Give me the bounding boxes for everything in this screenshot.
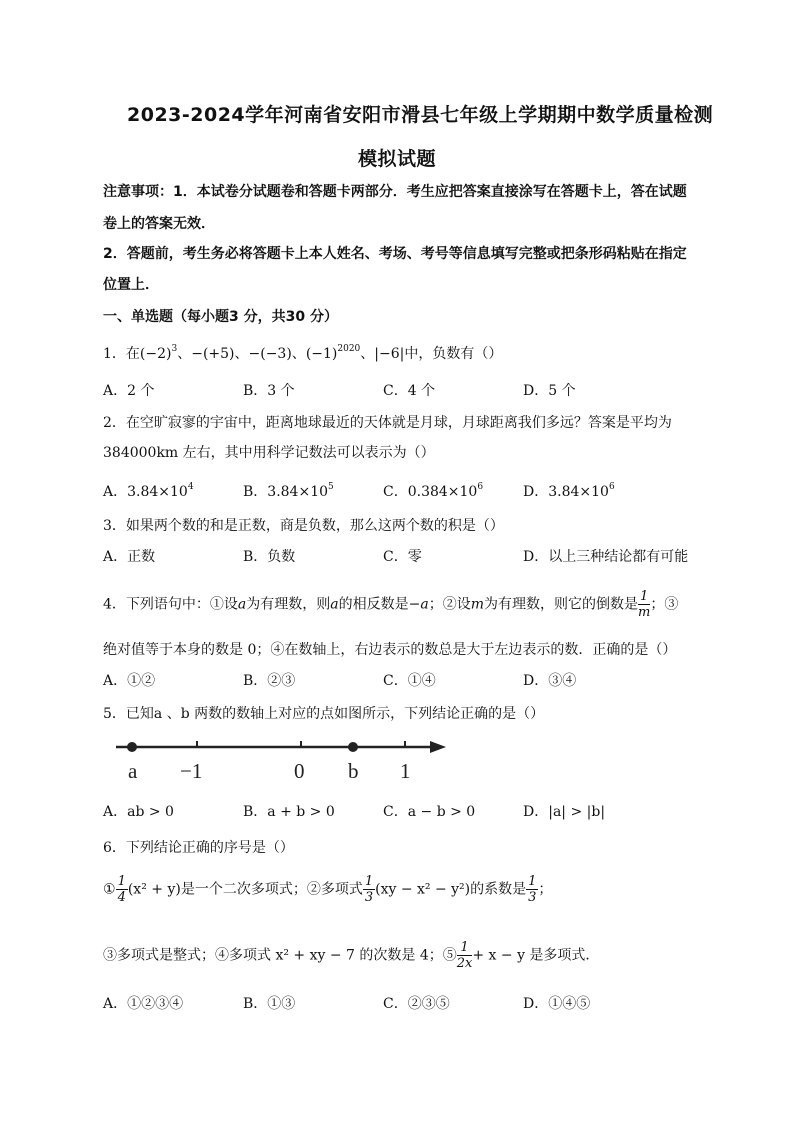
question-1-stem [103, 343, 502, 363]
q5-option-a[interactable]: A．ab > 0 [103, 804, 174, 820]
q6-frac-1-4-den: 4 [117, 890, 126, 905]
q5-option-d[interactable]: D．|a| > |b| [523, 804, 606, 820]
q6-option-a[interactable]: A．①②③④ [103, 996, 184, 1012]
question-6-statements-3-5 [103, 940, 599, 971]
q4-var-a-2: a [330, 596, 339, 613]
exam-title-line1: 2023-2024学年河南省安阳市滑县七年级上学期期中数学质量检测 [127, 104, 714, 126]
q4-text-2: 为有理数，则 [246, 596, 331, 613]
q6-frac-1-4-num: 1 [117, 874, 126, 889]
label-a: a [128, 759, 138, 783]
q4-fraction-1-over-m [638, 589, 650, 620]
q1-option-d[interactable]: D．5 个 [523, 383, 576, 399]
question-5-stem: 5．已知a 、b 两数的数轴上对应的点如图所示，下列结论正确的是（） [103, 706, 545, 722]
q1-option-b[interactable]: B．3 个 [243, 383, 295, 399]
notice-line3: 2．答题前，考生务必将答题卡上本人姓名、考场、考号等信息填写完整或把条形码粘贴在指定 [103, 246, 687, 262]
q6-frac-1-2x-den: 2x [456, 956, 473, 971]
q3-option-b[interactable]: B．负数 [243, 549, 296, 565]
label-zero: 0 [294, 759, 305, 783]
q2-option-d[interactable] [523, 481, 615, 501]
q2-option-a[interactable] [103, 481, 194, 501]
q1-prefix: 1．在 [103, 346, 140, 362]
q4-option-b[interactable]: B．②③ [243, 673, 296, 689]
number-line-arrow [430, 741, 446, 753]
q6-frac-1-4 [116, 874, 128, 905]
q4-text-4: ；②设 [428, 596, 471, 613]
question-6-stem: 6．下列结论正确的序号是（） [103, 840, 294, 856]
q6-frac-1-2x-num: 1 [457, 940, 473, 956]
question-4-line1 [103, 589, 678, 620]
q1-term-3: (−1) [305, 346, 338, 362]
q2-option-a-exp: 4 [187, 482, 194, 492]
q4-text-1: 4．下列语句中：①设 [103, 596, 238, 613]
q2-option-b-exp: 5 [328, 482, 334, 492]
q4-var-m: m [470, 596, 484, 613]
q1-term-4: 、|−6|中，负数有（） [360, 346, 503, 362]
notice-line2: 卷上的答案无效． [103, 216, 215, 232]
q6-frac-1-3-den: 3 [364, 890, 374, 905]
q6-option-b[interactable]: B．①③ [243, 996, 296, 1012]
q6-statement-2-text: (xy − x² − y²)的系数是 [375, 881, 527, 898]
question-2-line1: 2．在空旷寂寥的宇宙中，距离地球最近的天体就是月球，月球距离我们多远？答案是平均为 [103, 415, 672, 431]
q1-exp-1: 3 [171, 344, 178, 354]
notice-line1: 注意事项：1．本试卷分试题卷和答题卡两部分．考生应把答案直接涂写在答题卡上，答在试题 [103, 184, 687, 200]
q6-statements-3-4-text: ③多项式是整式；④多项式 x² + xy − 7 的次数是 4；⑤ [103, 947, 457, 964]
q4-text-3: 的相反数是 [338, 596, 409, 613]
q4-option-a[interactable]: A．①② [103, 673, 156, 689]
q6-statement-2-end: ； [538, 881, 553, 898]
q5-option-c[interactable]: C．a − b > 0 [383, 804, 476, 820]
q2-option-c-exp: 6 [477, 482, 484, 492]
q1-option-a[interactable]: A．2 个 [103, 383, 155, 399]
q5-option-b[interactable]: B．a + b > 0 [243, 804, 335, 820]
q2-option-d-exp: 6 [608, 482, 615, 492]
q6-frac-1-3 [363, 874, 375, 905]
q6-statement-5-text: + x − y 是多项式． [472, 947, 600, 964]
q1-term-1: (−2) [139, 346, 172, 362]
q4-var-a-1: a [237, 596, 247, 613]
q4-frac-den: m [638, 605, 651, 620]
q6-option-c[interactable]: C．②③⑤ [383, 996, 450, 1012]
exam-title-line2: 模拟试题 [358, 148, 437, 170]
q4-text-5: 为有理数，则它的倒数是 [484, 596, 638, 613]
q4-option-d[interactable]: D．③④ [523, 673, 577, 689]
q4-text-6: ；③ [650, 596, 679, 613]
q3-option-a[interactable]: A．正数 [103, 549, 156, 565]
point-a-dot [127, 742, 137, 752]
q6-frac-1-2x [457, 940, 473, 971]
q4-frac-num: 1 [638, 589, 650, 605]
q6-coeff-den: 3 [528, 890, 537, 905]
q6-option-d[interactable]: D．①④⑤ [523, 996, 591, 1012]
q4-option-c[interactable]: C．①④ [383, 673, 436, 689]
q4-neg-a: −a [408, 596, 429, 613]
question-4-line2: 绝对值等于本身的数是 0；④在数轴上，右边表示的数总是大于左边表示的数．正确的是（） [103, 642, 677, 658]
q3-option-d[interactable]: D．以上三种结论都有可能 [523, 549, 689, 565]
question-3-stem: 3．如果两个数的和是正数，商是负数，那么这两个数的积是（） [103, 518, 504, 534]
q6-statement-1-text: (x² + y)是一个二次多项式；②多项式 [127, 881, 363, 898]
question-6-statements-1-2 [103, 874, 552, 905]
section-heading-single-choice: 一、单选题（每小题3 分，共30 分） [103, 309, 338, 325]
question-2-line2: 384000km 左右，其中用科学记数法可以表示为（） [103, 445, 435, 461]
q2-option-c-label: C．0.384×10 [383, 484, 478, 500]
q2-option-d-label: D．3.84×10 [523, 484, 609, 500]
q2-option-a-label: A．3.84×10 [103, 484, 188, 500]
q6-coeff-num: 1 [528, 874, 537, 889]
q3-option-c[interactable]: C．零 [383, 549, 422, 565]
number-line-figure [108, 732, 453, 788]
q2-option-b[interactable] [243, 481, 334, 501]
q2-option-c[interactable] [383, 481, 483, 501]
q1-exp-2: 2020 [337, 344, 361, 354]
q6-circle-1: ① [103, 881, 116, 898]
q1-option-c[interactable]: C．4 个 [383, 383, 436, 399]
label-minus-one: −1 [180, 759, 203, 783]
q6-coeff-frac [526, 874, 538, 905]
label-one: 1 [400, 759, 411, 783]
notice-line4: 位置上． [103, 277, 159, 293]
q1-term-2: 、−(+5)、−(−3)、 [177, 346, 306, 362]
label-b: b [348, 759, 359, 783]
point-b-dot [348, 742, 358, 752]
q6-frac-1-3-num: 1 [364, 874, 374, 889]
q2-option-b-label: B．3.84×10 [243, 484, 329, 500]
